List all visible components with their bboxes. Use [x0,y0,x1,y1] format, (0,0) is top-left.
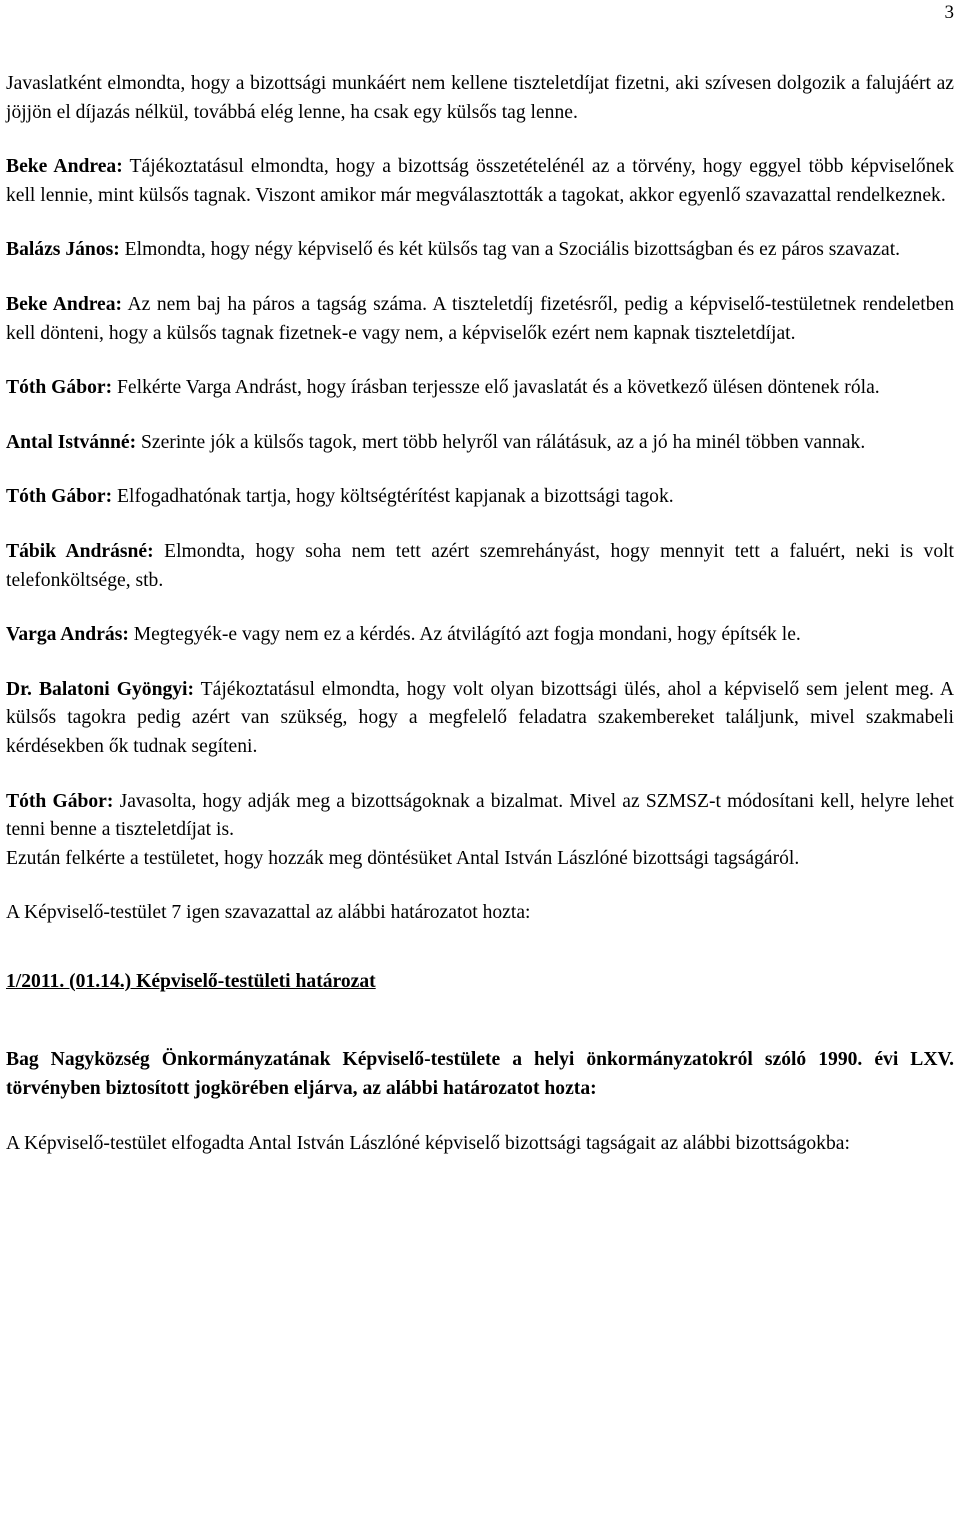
speaker-name: Tóth Gábor: [6,790,114,812]
document-body [6,70,954,1184]
paragraph-8 [6,621,954,650]
vote-line: A Képviselő-testület 7 igen szavazattal az alábbi határozatot hozta: [6,902,531,924]
paragraph-text: Elmondta, hogy négy képviselő és két külsős tag van a Szociális bizottságban és ez páros szavazat. [119,239,901,261]
resolution-title: 1/2011. (01.14.) Képviselő-testületi határozat [6,970,376,992]
paragraph-0 [6,70,954,127]
speaker-name: Beke Andrea: [6,293,123,315]
speaker-name: Tóth Gábor: [6,377,113,399]
paragraph-2 [6,236,954,265]
resolution-intro: Bag Nagyközség Önkormányzatának Képviselő-testülete a helyi önkormányzatokról szóló 1990. évi LXV. törvényben biztosított jogkörében eljárva, az alábbi határozatot hozta: [6,1049,954,1100]
paragraph-text: Megtegyék-e vagy nem ez a kérdés. Az átvilágító azt fogja mondani, hogy építsék le. [128,624,801,646]
paragraph-4 [6,374,954,403]
paragraph-1 [6,153,954,210]
speaker-name: Tábik Andrásné: [6,540,154,562]
paragraph-text: Javasolta, hogy adják meg a bizottságoknak a bizalmat. Mivel az SZMSZ-t módosítani kell, helyre lehet tenni benne a tiszteletdíjat is. [6,790,954,841]
paragraph-7 [6,538,954,595]
paragraph-6 [6,483,954,512]
speaker-name: Antal Istvánné: [6,431,137,453]
speaker-name: Dr. Balatoni Gyöngyi: [6,678,195,700]
resolution-body: A Képviselő-testület elfogadta Antal István Lászlóné képviselő bizottsági tagságait az alábbi bizottságokba: [6,1132,850,1154]
speaker-name: Beke Andrea: [6,156,123,178]
page-number: 3 [944,2,954,23]
paragraph-text: Tájékoztatásul elmondta, hogy volt olyan bizottsági ülés, ahol a képviselő sem jelent meg. A külsős tagokra pedig azért van szükség, hogy a megfelelő feladatra szakembereket találjunk, mivel szakmabeli kérdésekben ők tudnak segíteni. [6,678,954,757]
paragraph-text: Ezután felkérte a testületet, hogy hozzák meg döntésüket Antal István Lászlóné bizottsági tagságáról. [6,847,800,869]
paragraph-text: Felkérte Varga Andrást, hogy írásban terjessze elő javaslatát és a következő ülésen döntenek róla. [112,377,880,399]
paragraph-11 [6,845,954,874]
paragraph-text: Szerinte jók a külsős tagok, mert több helyről van rálátásuk, az a jó ha minél többen vannak. [136,431,866,453]
paragraph-text: Tájékoztatásul elmondta, hogy a bizottság összetételénél az a törvény, hogy eggyel több képviselőnek kell lennie, mint külsős tagnak. Viszont amikor már megválasztották a tagokat, akkor egyenlő szavazattal rendelkeznek. [6,156,954,206]
speaker-name: Tóth Gábor: [6,486,113,508]
paragraph-text: Javaslatként elmondta, hogy a bizottsági munkáért nem kellene tiszteletdíjat fizetni, aki szívesen dolgozik a falujáért az jöjjön el díjazás nélkül, továbbá elég lenne, ha csak egy külsős tag lenne. [6,73,954,123]
paragraph-text: Elfogadhatónak tartja, hogy költségtérítést kapjanak a bizottsági tagok. [112,486,674,508]
paragraph-9 [6,676,954,762]
paragraph-text: Az nem baj ha páros a tagság száma. A tiszteletdíj fizetésről, pedig a képviselő-testületnek rendeletben kell dönteni, hogy a külsős tagnak fizetnek-e vagy nem, a képviselők ezért nem kapnak tiszteletdíjat. [6,293,954,344]
speaker-name: Balázs János: [6,239,120,261]
paragraph-5 [6,429,954,458]
speaker-name: Varga András: [6,624,129,646]
paragraph-10 [6,788,954,845]
paragraph-3 [6,291,954,348]
paragraph-text: Elmondta, hogy soha nem tett azért szemrehányást, hogy mennyit tett a faluért, neki is volt telefonköltsége, stb. [6,540,954,591]
